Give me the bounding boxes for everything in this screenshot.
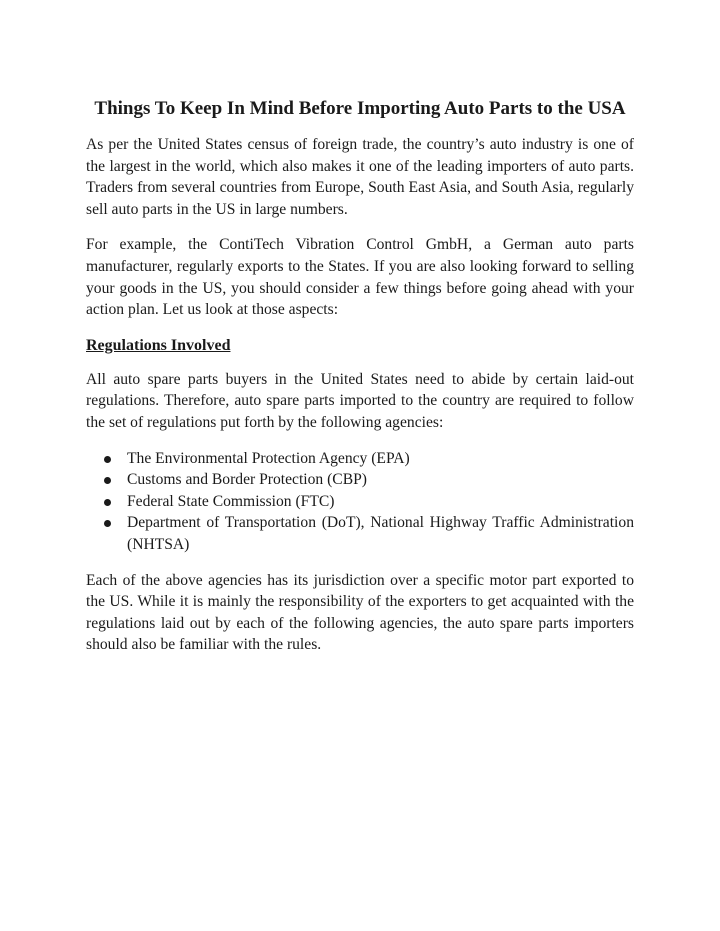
bullet-icon <box>104 499 111 506</box>
closing-paragraph: Each of the above agencies has its jurisdiction over a specific motor part exported to the US. While it is mainly the responsibility of the exporters to get acquainted with the regulations laid out by each of the following agencies, the auto spare parts importers should also be familiar with the rules. <box>86 571 634 654</box>
bullet-icon <box>104 456 111 463</box>
agency-label: The Environmental Protection Agency (EPA) <box>127 449 410 467</box>
document-title: Things To Keep In Mind Before Importing Auto Parts to the USA <box>94 98 626 119</box>
example-paragraph: For example, the ContiTech Vibration Control GmbH, a German auto parts manufacturer, regularly exports to the States. If you are also looking forward to selling your goods in the US, you should consider a few things before going ahead with your action plan. Let us look at those aspects: <box>86 236 634 319</box>
list-item <box>86 491 634 513</box>
section-heading-regulations: Regulations Involved <box>86 336 231 354</box>
agency-label: Customs and Border Protection (CBP) <box>127 471 367 489</box>
agencies-list <box>86 448 634 556</box>
agency-label: Federal State Commission (FTC) <box>127 492 335 510</box>
intro-paragraph: As per the United States census of foreign trade, the country’s auto industry is one of the largest in the world, which also makes it one of the leading importers of auto parts. Traders from several countries from Europe, South East Asia, and South Asia, regularly sell auto parts in the US in large numbers. <box>86 136 634 218</box>
bullet-icon <box>104 520 111 527</box>
list-item <box>86 448 634 470</box>
regulations-paragraph: All auto spare parts buyers in the United States need to abide by certain laid-out regulations. Therefore, auto spare parts imported to the country are required to follow the set of regulations put forth by the following agencies: <box>86 370 634 431</box>
list-item <box>86 469 634 491</box>
agency-label: Department of Transportation (DoT), National Highway Traffic Administration (NHTSA) <box>127 514 634 553</box>
bullet-icon <box>104 477 111 484</box>
list-item <box>86 512 634 555</box>
